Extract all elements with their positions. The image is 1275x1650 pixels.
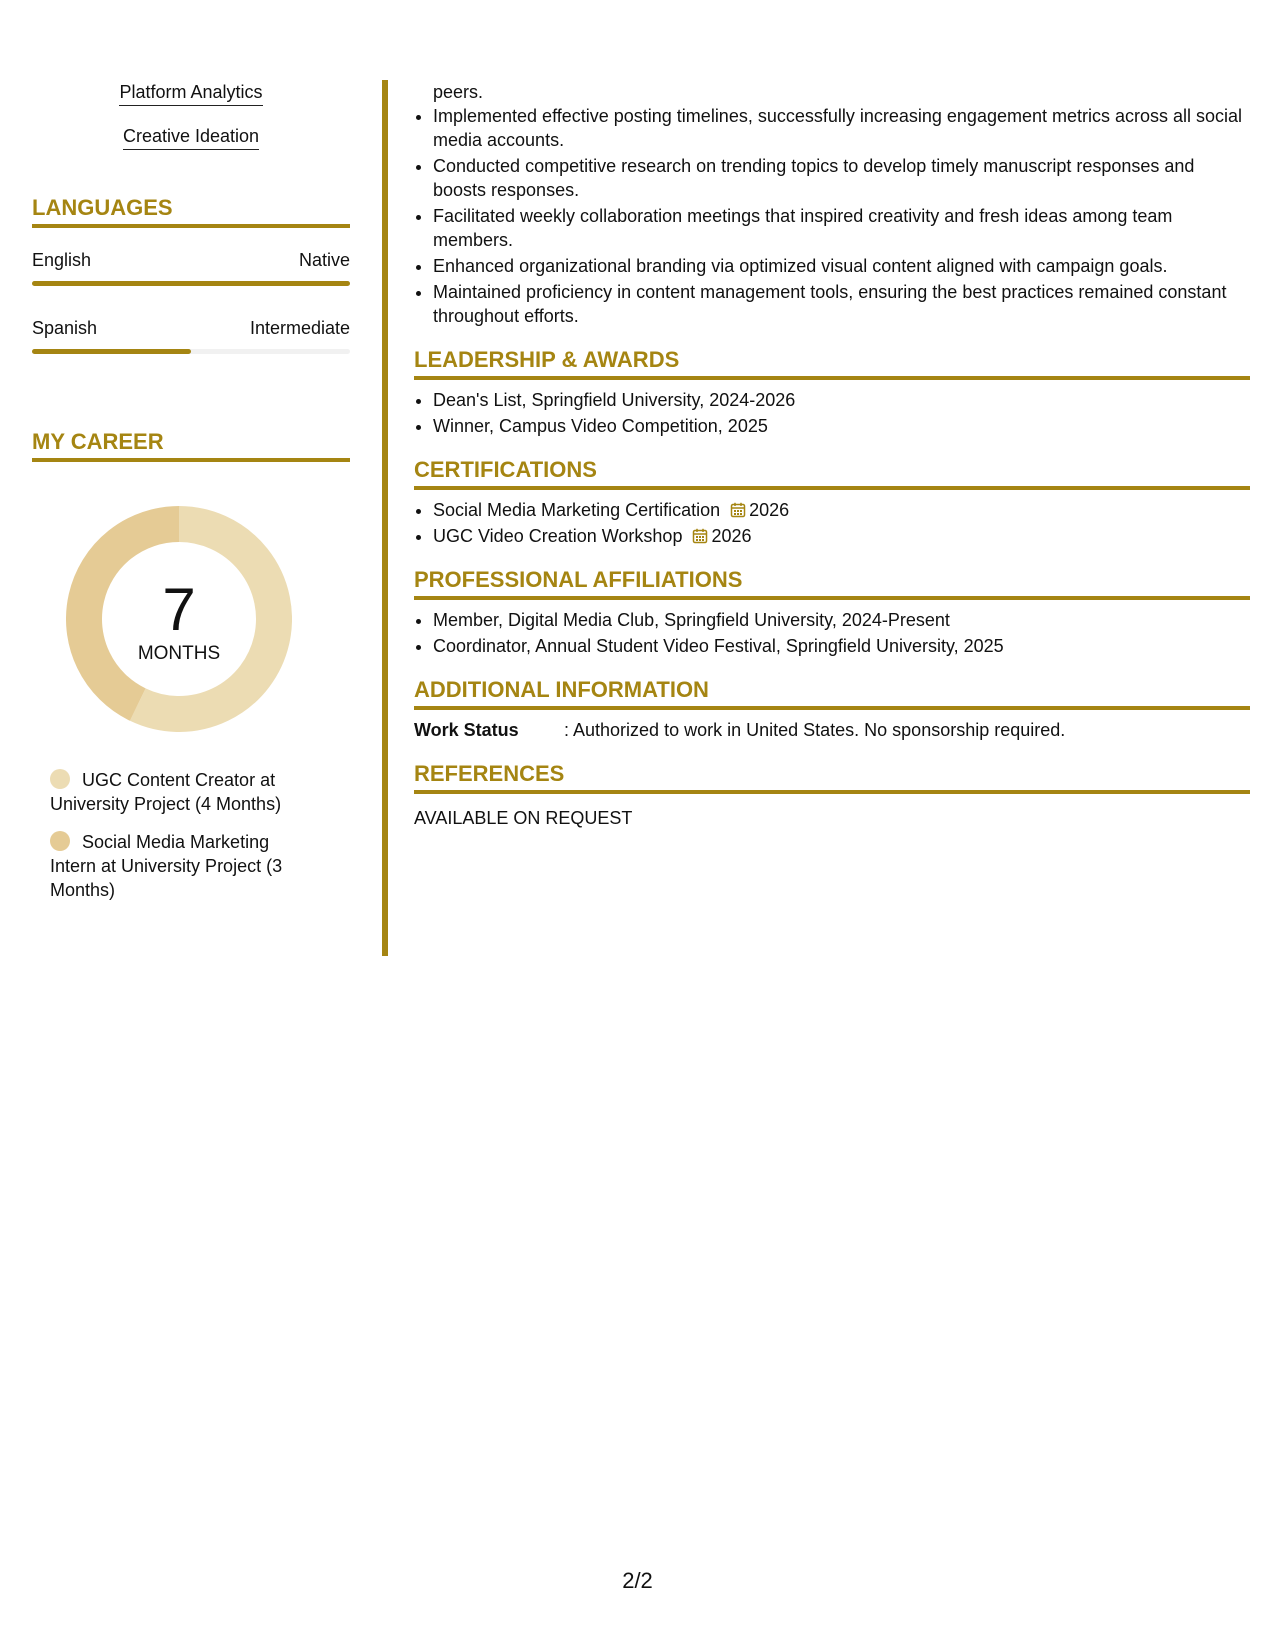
- leadership-item: • Dean's List, Springfield University, 2024-2026: [433, 388, 1250, 412]
- experience-continued-text: peers.: [433, 82, 484, 102]
- leadership-item: • Winner, Campus Video Competition, 2025: [433, 414, 1250, 438]
- column-divider: [382, 80, 388, 956]
- experience-bullet-list: [414, 104, 1250, 328]
- legend-label: UGC Content Creator at University Project (4 Months): [50, 770, 282, 814]
- work-status-label: Work Status: [414, 720, 519, 740]
- work-status-row: [414, 718, 1250, 742]
- legend-item: [50, 768, 310, 816]
- language-level: Intermediate: [249, 318, 350, 338]
- career-total-months: 7: [162, 576, 196, 643]
- experience-bullet: • Conducted competitive research on trending topics to develop timely manuscript responses and boosts responses.: [433, 154, 1250, 202]
- certifications-title: CERTIFICATIONS: [414, 456, 1250, 490]
- certification-year: 2026: [711, 526, 752, 546]
- experience-bullet: • Facilitated weekly collaboration meetings that inspired creativity and fresh ideas among team members.: [433, 204, 1250, 252]
- affiliations-title: PROFESSIONAL AFFILIATIONS: [414, 566, 1250, 600]
- affiliation-item: • Coordinator, Annual Student Video Festival, Springfield University, 2025: [433, 634, 1250, 658]
- language-level: Native: [298, 250, 350, 270]
- skill-tag: Creative Ideation: [123, 124, 259, 150]
- work-status-value: : Authorized to work in United States. No sponsorship required.: [564, 720, 1066, 740]
- career-section: [32, 428, 350, 902]
- calendar-icon: [692, 528, 708, 544]
- experience-bullet: • Enhanced organizational branding via optimized visual content aligned with campaign goals.: [433, 254, 1250, 278]
- language-item: [32, 316, 350, 354]
- legend-label: Social Media Marketing Intern at University Project (3 Months): [50, 832, 283, 900]
- legend-item: [50, 830, 310, 902]
- leadership-title: LEADERSHIP & AWARDS: [414, 346, 1250, 380]
- career-donut-chart: [66, 506, 292, 732]
- language-name: English: [32, 250, 92, 270]
- language-proficiency-bar: [32, 349, 350, 354]
- language-item: [32, 248, 350, 286]
- certification-year: 2026: [749, 500, 790, 520]
- certifications-section: [414, 456, 1250, 548]
- certification-name: UGC Video Creation Workshop: [433, 526, 683, 546]
- references-value: AVAILABLE ON REQUEST: [414, 808, 633, 828]
- certification-item: [433, 524, 1250, 548]
- certification-item: [433, 498, 1250, 522]
- additional-info-section: [414, 676, 1250, 742]
- affiliations-section: [414, 566, 1250, 658]
- language-proficiency-fill: [32, 281, 350, 286]
- leadership-section: [414, 346, 1250, 438]
- legend-dot: [50, 831, 70, 851]
- certification-name: Social Media Marketing Certification: [433, 500, 721, 520]
- skill-tag: Platform Analytics: [119, 80, 262, 106]
- career-title: MY CAREER: [32, 428, 350, 462]
- experience-bullet: • Implemented effective posting timelines, successfully increasing engagement metrics across all social media accounts.: [433, 104, 1250, 152]
- page-number: 2/2: [622, 1568, 653, 1593]
- language-proficiency-fill: [32, 349, 191, 354]
- affiliation-item: • Member, Digital Media Club, Springfield University, 2024-Present: [433, 608, 1250, 632]
- language-name: Spanish: [32, 318, 98, 338]
- references-title: REFERENCES: [414, 760, 1250, 794]
- right-column: [414, 80, 1250, 830]
- calendar-icon: [730, 502, 746, 518]
- left-column: [32, 80, 350, 916]
- references-section: [414, 760, 1250, 830]
- languages-section: [32, 194, 350, 354]
- career-total-unit: MONTHS: [137, 643, 221, 664]
- languages-title: LANGUAGES: [32, 194, 350, 228]
- additional-info-title: ADDITIONAL INFORMATION: [414, 676, 1250, 710]
- career-legend: [50, 768, 310, 902]
- language-proficiency-bar: [32, 281, 350, 286]
- legend-dot: [50, 769, 70, 789]
- experience-bullet: • Maintained proficiency in content management tools, ensuring the best practices remained constant throughout efforts.: [433, 280, 1250, 328]
